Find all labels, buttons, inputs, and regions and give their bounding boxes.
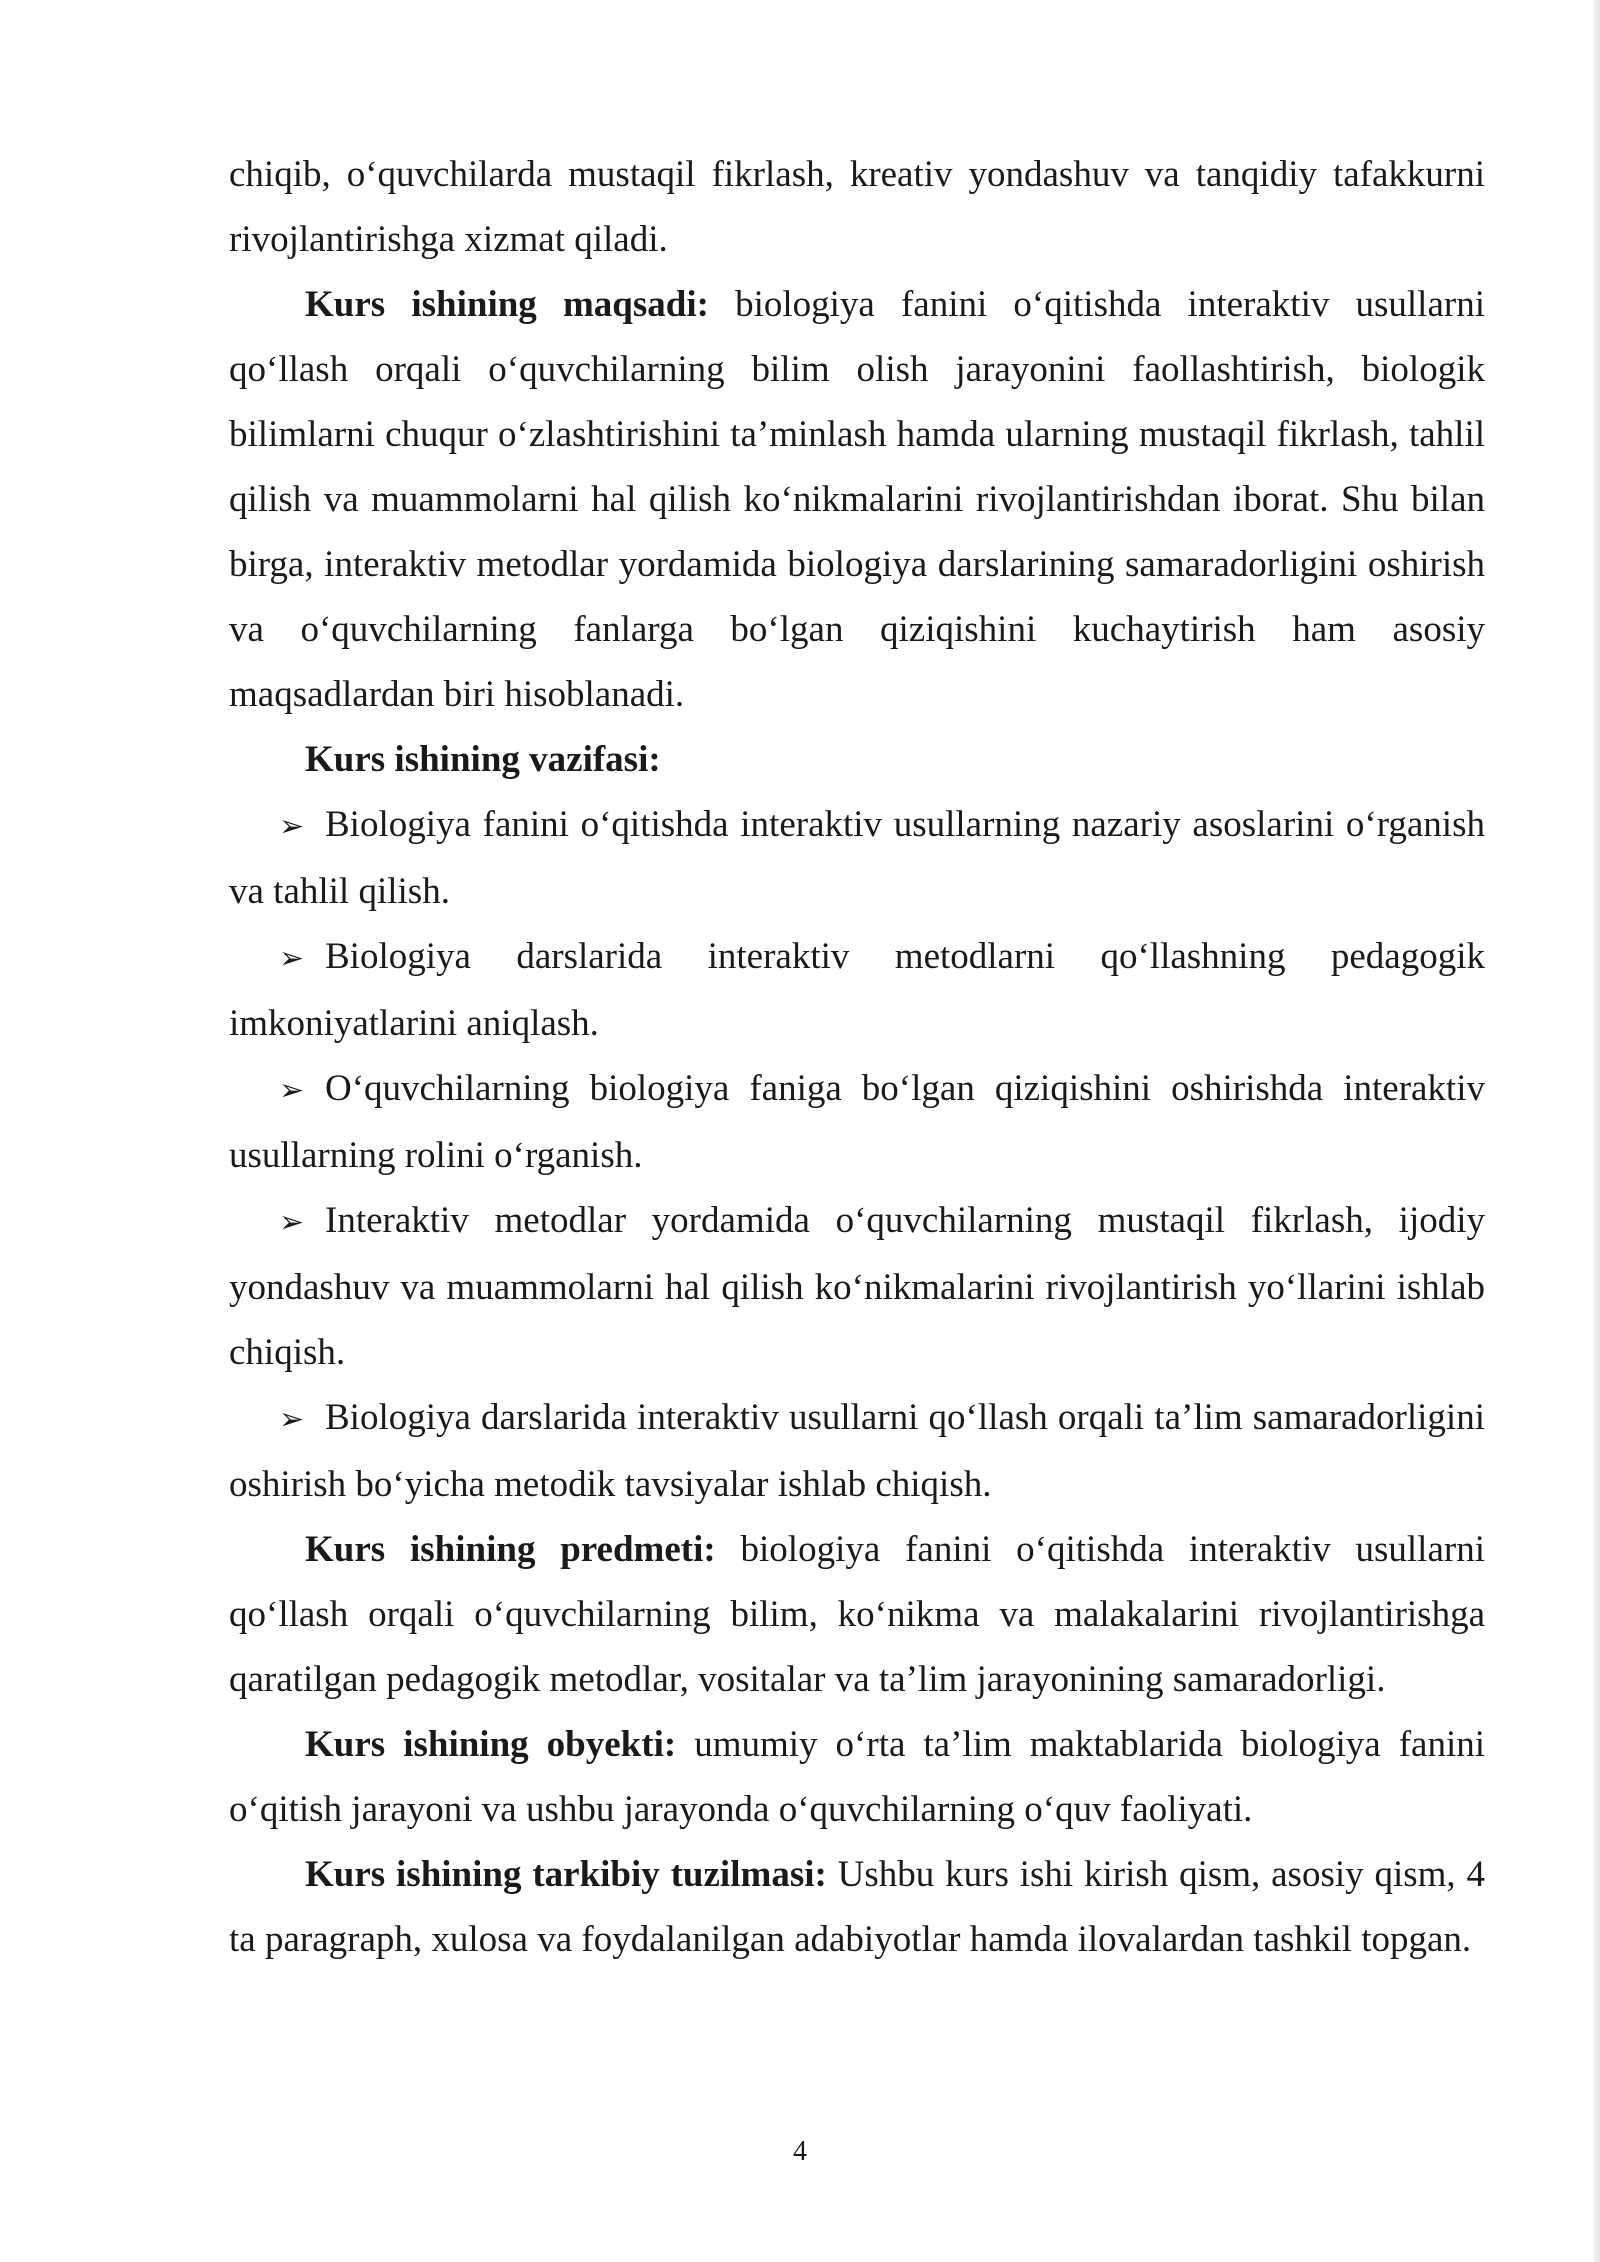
- arrow-bullet-icon: ➢: [279, 941, 305, 976]
- intro-continuation-paragraph: chiqib, o‘quvchilarda mustaqil fikrlash, kreativ yondashuv va tanqidiy tafakkurni rivojlantirishga xizmat qiladi.: [229, 154, 1485, 260]
- goal-paragraph: [229, 272, 1485, 727]
- task-item-text: Biologiya darslarida interaktiv usullarni qo‘llash orqali ta’lim samaradorligini oshirish bo‘yicha metodik tavsiyalar ishlab chiqish.: [229, 1397, 1485, 1505]
- object-text: umumiy o‘rta ta’lim maktablarida biologiya fanini o‘qitish jarayoni va ushbu jarayonda o‘quvchilarning o‘quv faoliyati.: [229, 1724, 1485, 1830]
- task-item-text: Biologiya darslarida interaktiv metodlarni qo‘llashning pedagogik imkoniyatlarini aniqlash.: [229, 936, 1485, 1044]
- task-item-text: Interaktiv metodlar yordamida o‘quvchilarning mustaqil fikrlash, ijodiy yondashuv va muammolarni hal qilish ko‘nikmalarini rivojlantirish yo‘llarini ishlab chiqish.: [229, 1200, 1485, 1373]
- arrow-bullet-icon: ➢: [279, 1205, 305, 1240]
- task-item: [229, 1056, 1485, 1188]
- structure-text: Ushbu kurs ishi kirish qism, asosiy qism, 4 ta paragraph, xulosa va foydalanilgan adabiyotlar hamda ilovalardan tashkil topgan.: [229, 1854, 1486, 1960]
- page-number: 4: [793, 2136, 807, 2167]
- page-edge-shadow: [1594, 0, 1600, 2262]
- task-item-text: Biologiya fanini o‘qitishda interaktiv usullarning nazariy asoslarini o‘rganish va tahlil qilish.: [229, 804, 1485, 912]
- subject-text: biologiya fanini o‘qitishda interaktiv usullarni qo‘llash orqali o‘quvchilarning bilim, ko‘nikma va malakalarini rivojlantirishga qaratilgan pedagogik metodlar, vositalar va ta’lim jarayonining samaradorligi.: [229, 1529, 1485, 1700]
- arrow-bullet-icon: ➢: [279, 809, 305, 844]
- task-item: [229, 1188, 1485, 1385]
- subject-label: Kurs ishining predmeti:: [305, 1529, 716, 1570]
- tasks-label: Kurs ishining vazifasi:: [305, 739, 661, 780]
- document-body: [229, 142, 1485, 1972]
- subject-paragraph: [229, 1517, 1485, 1712]
- object-label: Kurs ishining obyekti:: [305, 1724, 677, 1765]
- object-paragraph: [229, 1712, 1485, 1842]
- structure-label: Kurs ishining tarkibiy tuzilmasi:: [305, 1854, 827, 1895]
- tasks-heading: [229, 727, 1485, 792]
- task-item: [229, 792, 1485, 924]
- goal-label: Kurs ishining maqsadi:: [305, 284, 709, 325]
- task-item: [229, 1385, 1485, 1517]
- goal-text: biologiya fanini o‘qitishda interaktiv usullarni qo‘llash orqali o‘quvchilarning bilim olish jarayonini faollashtirish, biologik bilimlarni chuqur o‘zlashtirishini ta’minlash hamda ularning mustaqil fikrlash, tahlil qilish va muammolarni hal qilish ko‘nikmalarini rivojlantirishdan iborat. Shu bilan birga, interaktiv metodlar yordamida biologiya darslarining samaradorligini oshirish va o‘quvchilarning fanlarga bo‘lgan qiziqishini kuchaytirish ham asosiy maqsadlardan biri hisoblanadi.: [229, 284, 1485, 715]
- arrow-bullet-icon: ➢: [279, 1402, 305, 1437]
- task-item-text: O‘quvchilarning biologiya faniga bo‘lgan qiziqishini oshirishda interaktiv usullarning rolini o‘rganish.: [229, 1068, 1485, 1176]
- structure-paragraph: [229, 1842, 1485, 1972]
- task-item: [229, 924, 1485, 1056]
- arrow-bullet-icon: ➢: [279, 1073, 305, 1108]
